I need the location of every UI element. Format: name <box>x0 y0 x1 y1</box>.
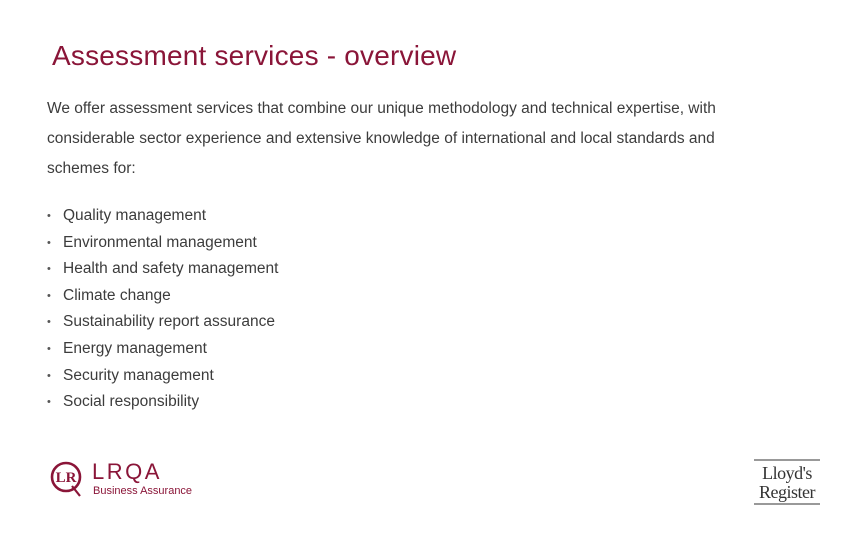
lrqa-tagline: Business Assurance <box>93 485 193 497</box>
lrqa-name: LRQA <box>92 459 162 484</box>
bullet-icon: • <box>47 369 51 382</box>
list-item-label: Environmental management <box>63 233 257 251</box>
services-list <box>47 203 278 416</box>
list-item <box>47 309 278 336</box>
bullet-icon: • <box>47 342 51 355</box>
bullet-icon: • <box>47 396 51 409</box>
list-item <box>47 256 278 283</box>
list-item-label: Climate change <box>63 286 171 304</box>
bullet-icon: • <box>47 316 51 329</box>
list-item <box>47 363 278 390</box>
lr-monogram-icon <box>52 463 80 496</box>
list-item <box>47 230 278 257</box>
list-item-label: Health and safety management <box>63 260 279 278</box>
lloyds-register-line2: Register <box>759 482 815 502</box>
lrqa-logo <box>50 456 210 500</box>
list-item-label: Energy management <box>63 339 207 357</box>
intro-paragraph: We offer assessment services that combine our unique methodology and technical expertise, with considerable sector experience and extensive knowledge of international and local standards and schemes for: <box>47 100 716 177</box>
list-item <box>47 203 278 230</box>
list-item <box>47 283 278 310</box>
list-item-label: Sustainability report assurance <box>63 313 275 331</box>
bullet-icon: • <box>47 210 51 222</box>
lloyds-register-line1: Lloyd's <box>762 463 812 483</box>
bullet-icon: • <box>47 263 51 276</box>
list-item-label: Social responsibility <box>63 393 200 411</box>
lr-monogram-text: LR <box>55 470 77 486</box>
lloyds-register-logo <box>750 458 824 508</box>
list-item <box>47 336 278 363</box>
bullet-icon: • <box>47 236 51 249</box>
page-title: Assessment services - overview <box>52 40 457 71</box>
list-item <box>47 389 278 416</box>
list-item-label: Security management <box>63 366 214 384</box>
list-item-label: Quality management <box>63 207 207 224</box>
bullet-icon: • <box>47 289 51 302</box>
